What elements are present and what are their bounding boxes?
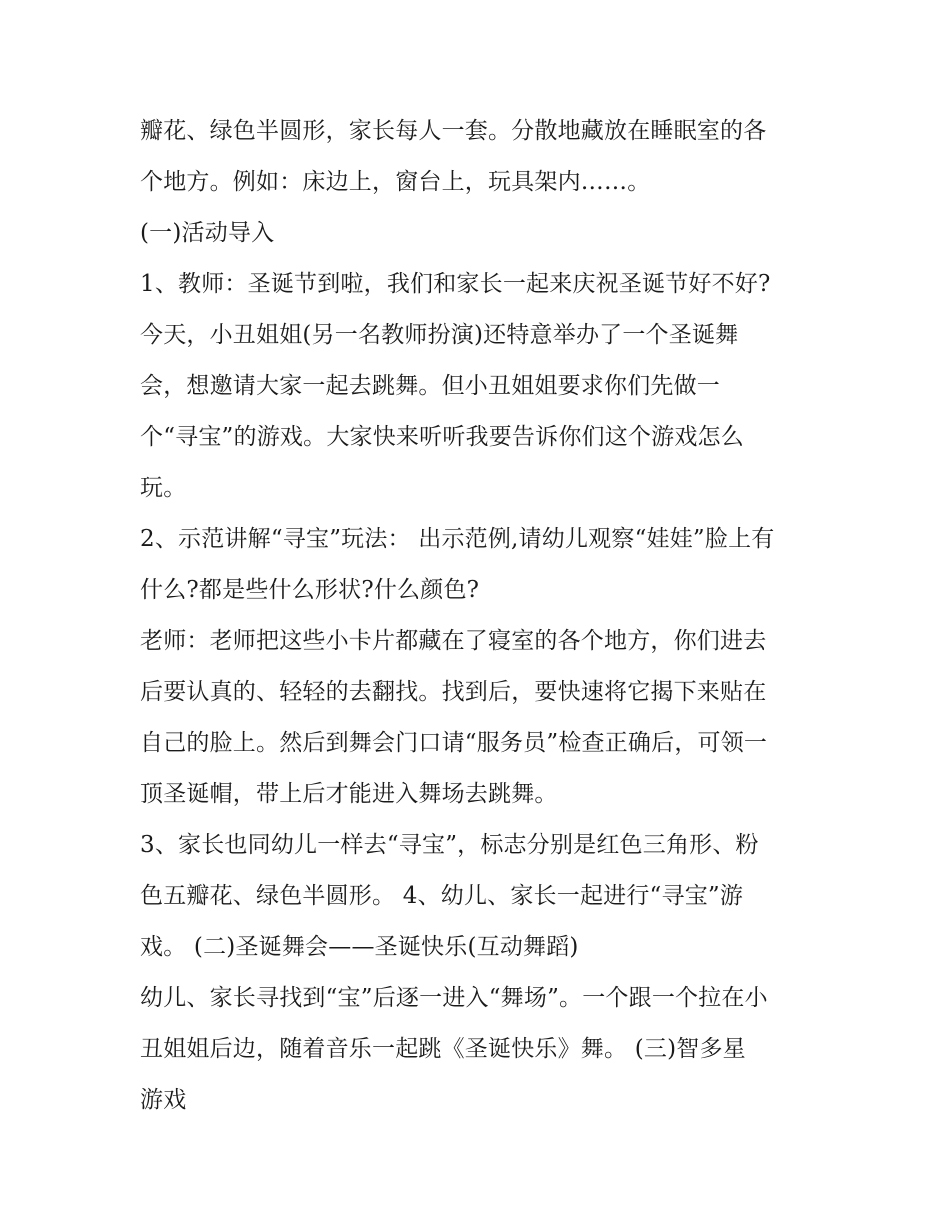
text-line: 会，想邀请大家一起去跳舞。但小丑姐姐要求你们先做一 [140,373,720,399]
section-heading: (一)活动导入 [140,220,275,246]
text-line: 幼儿、家长寻找到“宝”后逐一进入“舞场”。一个跟一个拉在小 [140,985,768,1011]
text-line: 今天，小丑姐姐(另一名教师扮演)还特意举办了一个圣诞舞 [140,322,739,348]
text-line: 后要认真的、轻轻的去翻找。找到后，要快速将它揭下来贴在 [140,679,767,705]
text-line: 丑姐姐后边，随着音乐一起跳《圣诞快乐》舞。 (三)智多星 [140,1036,746,1062]
text-line: 游戏 [140,1087,187,1113]
text-line: 色五瓣花、绿色半圆形。 4、幼儿、家长一起进行“寻宝”游 [140,883,744,909]
text-line: 老师：老师把这些小卡片都藏在了寝室的各个地方，你们进去 [140,628,767,654]
text-line: 1、教师：圣诞节到啦，我们和家长一起来庆祝圣诞节好不好? [140,271,771,297]
document-body [140,106,820,1126]
text-line: 顶圣诞帽，带上后才能进入舞场去跳舞。 [140,781,558,807]
text-line: 2、示范讲解“寻宝”玩法： 出示范例,请幼儿观察“娃娃”脸上有 [140,526,775,552]
text-line: 个“寻宝”的游戏。大家快来听听我要告诉你们这个游戏怎么 [140,424,744,450]
text-line: 瓣花、绿色半圆形，家长每人一套。分散地藏放在睡眠室的各 [140,118,767,144]
text-line: 3、家长也同幼儿一样去“寻宝”，标志分别是红色三角形、粉 [140,832,759,858]
text-line: 戏。 (二)圣诞舞会——圣诞快乐(互动舞蹈) [140,934,579,960]
text-line: 自己的脸上。然后到舞会门口请“服务员”检查正确后，可领一 [140,730,768,756]
text-line: 个地方。例如：床边上，窗台上，玩具架内……。 [140,169,651,195]
text-line: 玩。 [140,475,187,501]
text-line: 什么?都是些什么形状?什么颜色? [140,577,480,603]
